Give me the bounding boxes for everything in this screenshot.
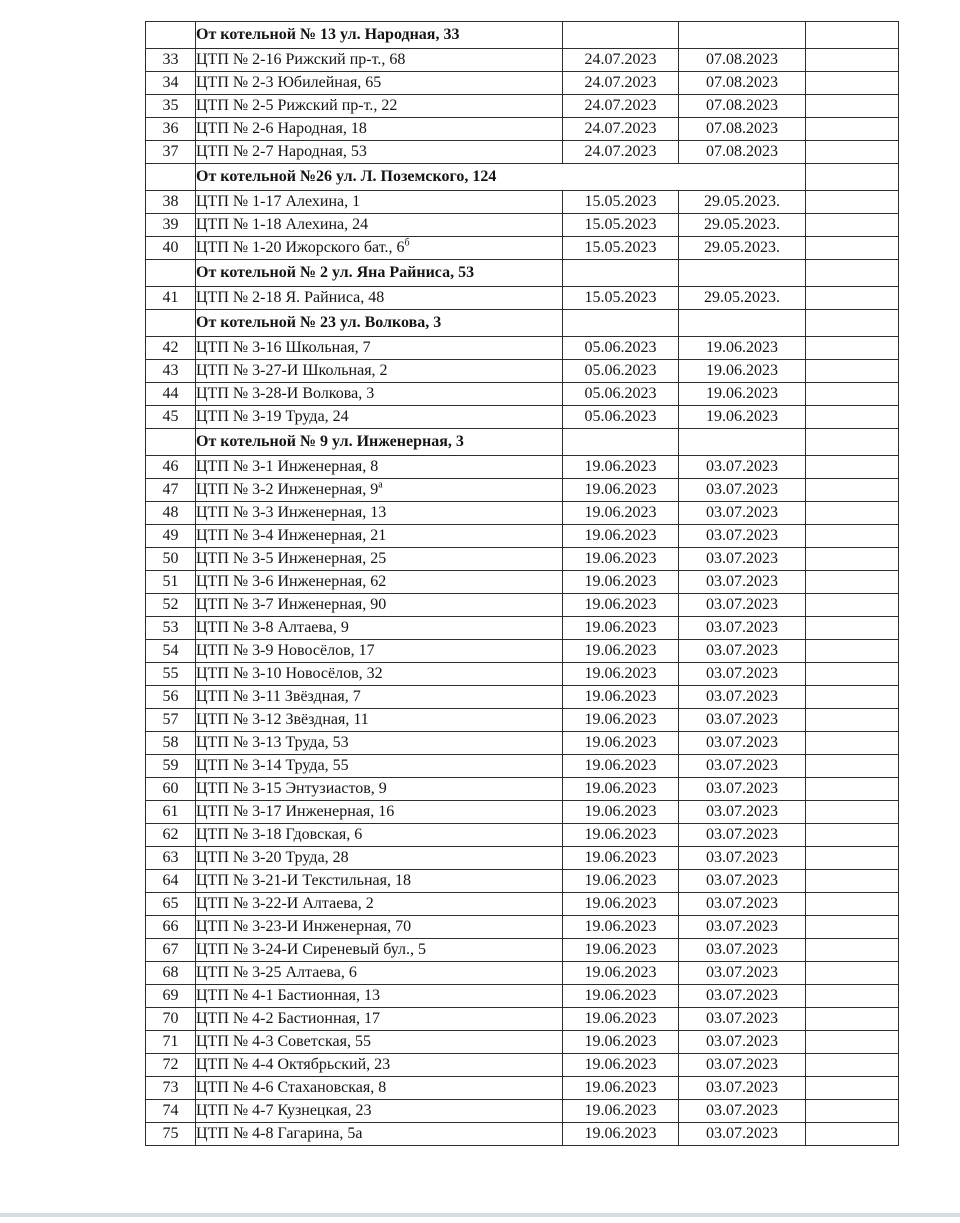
station-name-cell: ЦТП № 2-5 Рижский пр-т., 22	[196, 95, 563, 118]
schedule-table	[145, 21, 899, 1146]
row-number-cell	[146, 429, 196, 456]
start-date-cell: 19.06.2023	[563, 824, 679, 847]
station-name-cell: ЦТП № 3-6 Инженерная, 62	[196, 571, 563, 594]
end-date-cell	[679, 260, 806, 287]
end-date-cell: 03.07.2023	[679, 686, 806, 709]
row-number-cell: 59	[146, 755, 196, 778]
end-date-cell: 19.06.2023	[679, 360, 806, 383]
table-row	[146, 801, 899, 824]
superscript-letter: а	[378, 479, 383, 491]
empty-cell	[806, 502, 899, 525]
start-date-cell: 19.06.2023	[563, 1031, 679, 1054]
empty-cell	[806, 686, 899, 709]
table-row	[146, 778, 899, 801]
start-date-cell: 19.06.2023	[563, 1054, 679, 1077]
station-name-cell: ЦТП № 4-4 Октябрьский, 23	[196, 1054, 563, 1077]
table-row	[146, 686, 899, 709]
end-date-cell	[679, 22, 806, 49]
table-row	[146, 617, 899, 640]
empty-cell	[806, 429, 899, 456]
end-date-cell: 03.07.2023	[679, 824, 806, 847]
row-number-cell: 43	[146, 360, 196, 383]
table-row	[146, 663, 899, 686]
row-number-cell: 42	[146, 337, 196, 360]
table-row	[146, 939, 899, 962]
empty-cell	[806, 164, 899, 191]
start-date-cell: 19.06.2023	[563, 755, 679, 778]
table-row	[146, 1077, 899, 1100]
end-date-cell: 07.08.2023	[679, 72, 806, 95]
empty-cell	[806, 801, 899, 824]
station-name-cell: ЦТП № 3-19 Труда, 24	[196, 406, 563, 429]
row-number-cell: 56	[146, 686, 196, 709]
section-title-cell: От котельной № 2 ул. Яна Райниса, 53	[196, 260, 563, 287]
table-row	[146, 237, 899, 260]
station-name-cell: ЦТП № 3-2 Инженерная, $9^а$	[196, 479, 563, 502]
row-number-cell: 61	[146, 801, 196, 824]
start-date-cell: 19.06.2023	[563, 1123, 679, 1146]
station-name-cell: ЦТП № 3-12 Звёздная, 11	[196, 709, 563, 732]
start-date-cell: 15.05.2023	[563, 237, 679, 260]
end-date-cell: 03.07.2023	[679, 594, 806, 617]
end-date-cell: 03.07.2023	[679, 456, 806, 479]
end-date-cell: 03.07.2023	[679, 939, 806, 962]
page-bottom-divider	[0, 1213, 960, 1217]
empty-cell	[806, 72, 899, 95]
empty-cell	[806, 732, 899, 755]
schedule-table-body	[146, 22, 899, 1146]
row-number-cell: 75	[146, 1123, 196, 1146]
station-name-cell: ЦТП № 3-22-И Алтаева, 2	[196, 893, 563, 916]
start-date-cell: 24.07.2023	[563, 141, 679, 164]
row-number-cell	[146, 260, 196, 287]
start-date-cell: 19.06.2023	[563, 893, 679, 916]
row-number-cell: 74	[146, 1100, 196, 1123]
row-number-cell: 66	[146, 916, 196, 939]
empty-cell	[806, 985, 899, 1008]
section-header-row	[146, 310, 899, 337]
row-number-cell	[146, 164, 196, 191]
end-date-cell: 03.07.2023	[679, 755, 806, 778]
start-date-cell: 19.06.2023	[563, 985, 679, 1008]
station-name-cell: ЦТП № 3-18 Гдовская, 6	[196, 824, 563, 847]
row-number-cell: 63	[146, 847, 196, 870]
start-date-cell: 24.07.2023	[563, 72, 679, 95]
start-date-cell: 19.06.2023	[563, 1100, 679, 1123]
table-row	[146, 916, 899, 939]
row-number-cell: 33	[146, 49, 196, 72]
empty-cell	[806, 479, 899, 502]
station-name-cell: ЦТП № 3-23-И Инженерная, 70	[196, 916, 563, 939]
empty-cell	[806, 383, 899, 406]
end-date-cell: 03.07.2023	[679, 1008, 806, 1031]
section-header-row	[146, 164, 899, 191]
end-date-cell: 03.07.2023	[679, 663, 806, 686]
start-date-cell	[563, 429, 679, 456]
empty-cell	[806, 663, 899, 686]
row-number-cell: 50	[146, 548, 196, 571]
start-date-cell: 19.06.2023	[563, 1077, 679, 1100]
end-date-cell: 03.07.2023	[679, 1054, 806, 1077]
end-date-cell: 03.07.2023	[679, 525, 806, 548]
table-row	[146, 214, 899, 237]
row-number-cell: 40	[146, 237, 196, 260]
end-date-cell: 03.07.2023	[679, 1123, 806, 1146]
station-name-cell: ЦТП № 1-17 Алехина, 1	[196, 191, 563, 214]
end-date-cell	[679, 429, 806, 456]
table-row	[146, 548, 899, 571]
start-date-cell: 19.06.2023	[563, 847, 679, 870]
end-date-cell: 03.07.2023	[679, 1100, 806, 1123]
station-name-cell: ЦТП № 4-6 Стахановская, 8	[196, 1077, 563, 1100]
start-date-cell: 19.06.2023	[563, 456, 679, 479]
row-number-cell: 36	[146, 118, 196, 141]
start-date-cell: 19.06.2023	[563, 732, 679, 755]
table-row	[146, 406, 899, 429]
station-name-cell: ЦТП № 3-3 Инженерная, 13	[196, 502, 563, 525]
row-number-cell: 45	[146, 406, 196, 429]
end-date-cell: 03.07.2023	[679, 732, 806, 755]
station-name-cell: ЦТП № 3-13 Труда, 53	[196, 732, 563, 755]
row-number-cell: 67	[146, 939, 196, 962]
empty-cell	[806, 640, 899, 663]
start-date-cell: 15.05.2023	[563, 214, 679, 237]
station-name-cell: ЦТП № 3-16 Школьная, 7	[196, 337, 563, 360]
empty-cell	[806, 191, 899, 214]
end-date-cell: 03.07.2023	[679, 1077, 806, 1100]
end-date-cell: 07.08.2023	[679, 141, 806, 164]
superscript-letter: б	[404, 237, 410, 249]
row-number-cell: 39	[146, 214, 196, 237]
end-date-cell: 03.07.2023	[679, 640, 806, 663]
station-name-cell: ЦТП № 3-10 Новосёлов, 32	[196, 663, 563, 686]
section-title-cell: От котельной №26 ул. Л. Поземского, 124	[196, 164, 806, 191]
start-date-cell	[563, 310, 679, 337]
start-date-cell: 19.06.2023	[563, 525, 679, 548]
empty-cell	[806, 939, 899, 962]
station-name-cell: ЦТП № 3-11 Звёздная, 7	[196, 686, 563, 709]
station-name-cell: ЦТП № 1-20 Ижорского бат., $6^б$	[196, 237, 563, 260]
station-name-cell: ЦТП № 3-14 Труда, 55	[196, 755, 563, 778]
empty-cell	[806, 237, 899, 260]
end-date-cell: 03.07.2023	[679, 893, 806, 916]
empty-cell	[806, 824, 899, 847]
start-date-cell: 19.06.2023	[563, 479, 679, 502]
station-name-cell: ЦТП № 3-21-И Текстильная, 18	[196, 870, 563, 893]
row-number-cell: 54	[146, 640, 196, 663]
table-row	[146, 985, 899, 1008]
empty-cell	[806, 456, 899, 479]
table-row	[146, 49, 899, 72]
start-date-cell: 19.06.2023	[563, 617, 679, 640]
row-number-cell: 73	[146, 1077, 196, 1100]
row-number-cell: 37	[146, 141, 196, 164]
row-number-cell: 64	[146, 870, 196, 893]
row-number-cell: 52	[146, 594, 196, 617]
station-name-cell: ЦТП № 4-1 Бастионная, 13	[196, 985, 563, 1008]
empty-cell	[806, 847, 899, 870]
empty-cell	[806, 962, 899, 985]
end-date-cell: 07.08.2023	[679, 118, 806, 141]
end-date-cell: 03.07.2023	[679, 709, 806, 732]
row-number-cell: 65	[146, 893, 196, 916]
section-title-cell: От котельной № 9 ул. Инженерная, 3	[196, 429, 563, 456]
station-name-cell: ЦТП № 3-17 Инженерная, 16	[196, 801, 563, 824]
empty-cell	[806, 1077, 899, 1100]
start-date-cell: 05.06.2023	[563, 406, 679, 429]
empty-cell	[806, 1008, 899, 1031]
station-name-cell: ЦТП № 3-25 Алтаева, 6	[196, 962, 563, 985]
end-date-cell: 03.07.2023	[679, 548, 806, 571]
empty-cell	[806, 360, 899, 383]
station-name-cell: ЦТП № 4-2 Бастионная, 17	[196, 1008, 563, 1031]
empty-cell	[806, 1031, 899, 1054]
station-name-cell: ЦТП № 3-20 Труда, 28	[196, 847, 563, 870]
empty-cell	[806, 548, 899, 571]
start-date-cell: 19.06.2023	[563, 962, 679, 985]
empty-cell	[806, 22, 899, 49]
start-date-cell: 05.06.2023	[563, 383, 679, 406]
section-title-cell: От котельной № 23 ул. Волкова, 3	[196, 310, 563, 337]
station-name-cell: ЦТП № 2-18 Я. Райниса, 48	[196, 287, 563, 310]
station-name-cell: ЦТП № 3-27-И Школьная, 2	[196, 360, 563, 383]
table-row	[146, 1123, 899, 1146]
station-name-cell: ЦТП № 2-6 Народная, 18	[196, 118, 563, 141]
table-row	[146, 824, 899, 847]
end-date-cell	[679, 310, 806, 337]
table-row	[146, 709, 899, 732]
start-date-cell: 05.06.2023	[563, 360, 679, 383]
empty-cell	[806, 916, 899, 939]
start-date-cell: 24.07.2023	[563, 118, 679, 141]
end-date-cell: 19.06.2023	[679, 406, 806, 429]
station-name-cell: ЦТП № 3-24-И Сиреневый бул., 5	[196, 939, 563, 962]
table-row	[146, 1100, 899, 1123]
start-date-cell: 19.06.2023	[563, 548, 679, 571]
station-name-cell: ЦТП № 4-3 Советская, 55	[196, 1031, 563, 1054]
start-date-cell: 19.06.2023	[563, 778, 679, 801]
start-date-cell: 24.07.2023	[563, 95, 679, 118]
table-row	[146, 847, 899, 870]
end-date-cell: 03.07.2023	[679, 962, 806, 985]
row-number-cell: 72	[146, 1054, 196, 1077]
start-date-cell: 24.07.2023	[563, 49, 679, 72]
end-date-cell: 03.07.2023	[679, 1031, 806, 1054]
empty-cell	[806, 214, 899, 237]
table-row	[146, 337, 899, 360]
start-date-cell: 15.05.2023	[563, 191, 679, 214]
empty-cell	[806, 95, 899, 118]
row-number-cell	[146, 310, 196, 337]
row-number-cell: 44	[146, 383, 196, 406]
table-row	[146, 72, 899, 95]
start-date-cell: 15.05.2023	[563, 287, 679, 310]
empty-cell	[806, 1123, 899, 1146]
start-date-cell: 19.06.2023	[563, 686, 679, 709]
start-date-cell: 19.06.2023	[563, 594, 679, 617]
row-number-cell: 48	[146, 502, 196, 525]
table-row	[146, 594, 899, 617]
station-name-cell: ЦТП № 3-5 Инженерная, 25	[196, 548, 563, 571]
section-title-cell: От котельной № 13 ул. Народная, 33	[196, 22, 563, 49]
empty-cell	[806, 870, 899, 893]
row-number-cell: 55	[146, 663, 196, 686]
section-header-row	[146, 260, 899, 287]
row-number-cell: 60	[146, 778, 196, 801]
empty-cell	[806, 49, 899, 72]
empty-cell	[806, 310, 899, 337]
station-name-cell: ЦТП № 3-15 Энтузиастов, 9	[196, 778, 563, 801]
end-date-cell: 19.06.2023	[679, 337, 806, 360]
station-name-cell: ЦТП № 1-18 Алехина, 24	[196, 214, 563, 237]
station-name-cell: ЦТП № 3-9 Новосёлов, 17	[196, 640, 563, 663]
start-date-cell: 19.06.2023	[563, 1008, 679, 1031]
end-date-cell: 07.08.2023	[679, 95, 806, 118]
station-name-cell: ЦТП № 3-7 Инженерная, 90	[196, 594, 563, 617]
table-row	[146, 893, 899, 916]
end-date-cell: 03.07.2023	[679, 847, 806, 870]
row-number-cell: 41	[146, 287, 196, 310]
empty-cell	[806, 525, 899, 548]
table-row	[146, 95, 899, 118]
empty-cell	[806, 709, 899, 732]
station-name-cell: ЦТП № 3-8 Алтаева, 9	[196, 617, 563, 640]
end-date-cell: 29.05.2023.	[679, 191, 806, 214]
end-date-cell: 03.07.2023	[679, 479, 806, 502]
empty-cell	[806, 118, 899, 141]
section-header-row	[146, 429, 899, 456]
end-date-cell: 03.07.2023	[679, 778, 806, 801]
table-row	[146, 360, 899, 383]
station-name-cell: ЦТП № 4-8 Гагарина, 5а	[196, 1123, 563, 1146]
end-date-cell: 03.07.2023	[679, 571, 806, 594]
empty-cell	[806, 287, 899, 310]
end-date-cell: 03.07.2023	[679, 617, 806, 640]
row-number-cell: 34	[146, 72, 196, 95]
table-row	[146, 456, 899, 479]
row-number-cell: 58	[146, 732, 196, 755]
start-date-cell: 19.06.2023	[563, 709, 679, 732]
station-name-cell: ЦТП № 3-4 Инженерная, 21	[196, 525, 563, 548]
station-name-cell: ЦТП № 2-16 Рижский пр-т., 68	[196, 49, 563, 72]
row-number-cell: 62	[146, 824, 196, 847]
table-row	[146, 502, 899, 525]
table-row	[146, 525, 899, 548]
table-row	[146, 191, 899, 214]
empty-cell	[806, 1100, 899, 1123]
table-row	[146, 640, 899, 663]
table-row	[146, 755, 899, 778]
station-name-cell: ЦТП № 3-28-И Волкова, 3	[196, 383, 563, 406]
start-date-cell	[563, 260, 679, 287]
row-number-cell: 35	[146, 95, 196, 118]
table-row	[146, 118, 899, 141]
empty-cell	[806, 617, 899, 640]
row-number-cell: 69	[146, 985, 196, 1008]
end-date-cell: 19.06.2023	[679, 383, 806, 406]
empty-cell	[806, 594, 899, 617]
row-number-cell: 47	[146, 479, 196, 502]
table-row	[146, 1008, 899, 1031]
table-row	[146, 732, 899, 755]
empty-cell	[806, 337, 899, 360]
row-number-cell: 46	[146, 456, 196, 479]
end-date-cell: 29.05.2023.	[679, 214, 806, 237]
start-date-cell: 19.06.2023	[563, 801, 679, 824]
start-date-cell: 19.06.2023	[563, 916, 679, 939]
empty-cell	[806, 1054, 899, 1077]
section-header-row	[146, 22, 899, 49]
start-date-cell: 19.06.2023	[563, 571, 679, 594]
table-row	[146, 962, 899, 985]
station-name-cell: ЦТП № 2-3 Юбилейная, 65	[196, 72, 563, 95]
empty-cell	[806, 755, 899, 778]
end-date-cell: 07.08.2023	[679, 49, 806, 72]
table-row	[146, 479, 899, 502]
station-name-cell: ЦТП № 2-7 Народная, 53	[196, 141, 563, 164]
end-date-cell: 03.07.2023	[679, 801, 806, 824]
table-row	[146, 870, 899, 893]
empty-cell	[806, 406, 899, 429]
row-number-cell: 49	[146, 525, 196, 548]
table-row	[146, 141, 899, 164]
table-row	[146, 383, 899, 406]
start-date-cell: 05.06.2023	[563, 337, 679, 360]
start-date-cell: 19.06.2023	[563, 870, 679, 893]
end-date-cell: 29.05.2023.	[679, 237, 806, 260]
row-number-cell: 68	[146, 962, 196, 985]
end-date-cell: 03.07.2023	[679, 985, 806, 1008]
end-date-cell: 29.05.2023.	[679, 287, 806, 310]
start-date-cell	[563, 22, 679, 49]
empty-cell	[806, 260, 899, 287]
start-date-cell: 19.06.2023	[563, 663, 679, 686]
start-date-cell: 19.06.2023	[563, 502, 679, 525]
table-row	[146, 571, 899, 594]
empty-cell	[806, 571, 899, 594]
station-name-cell: ЦТП № 3-1 Инженерная, 8	[196, 456, 563, 479]
empty-cell	[806, 778, 899, 801]
end-date-cell: 03.07.2023	[679, 916, 806, 939]
start-date-cell: 19.06.2023	[563, 640, 679, 663]
empty-cell	[806, 141, 899, 164]
end-date-cell: 03.07.2023	[679, 502, 806, 525]
end-date-cell: 03.07.2023	[679, 870, 806, 893]
start-date-cell: 19.06.2023	[563, 939, 679, 962]
row-number-cell	[146, 22, 196, 49]
row-number-cell: 51	[146, 571, 196, 594]
row-number-cell: 38	[146, 191, 196, 214]
table-row	[146, 287, 899, 310]
table-row	[146, 1031, 899, 1054]
table-row	[146, 1054, 899, 1077]
station-name-cell: ЦТП № 4-7 Кузнецкая, 23	[196, 1100, 563, 1123]
empty-cell	[806, 893, 899, 916]
row-number-cell: 70	[146, 1008, 196, 1031]
row-number-cell: 53	[146, 617, 196, 640]
row-number-cell: 71	[146, 1031, 196, 1054]
row-number-cell: 57	[146, 709, 196, 732]
